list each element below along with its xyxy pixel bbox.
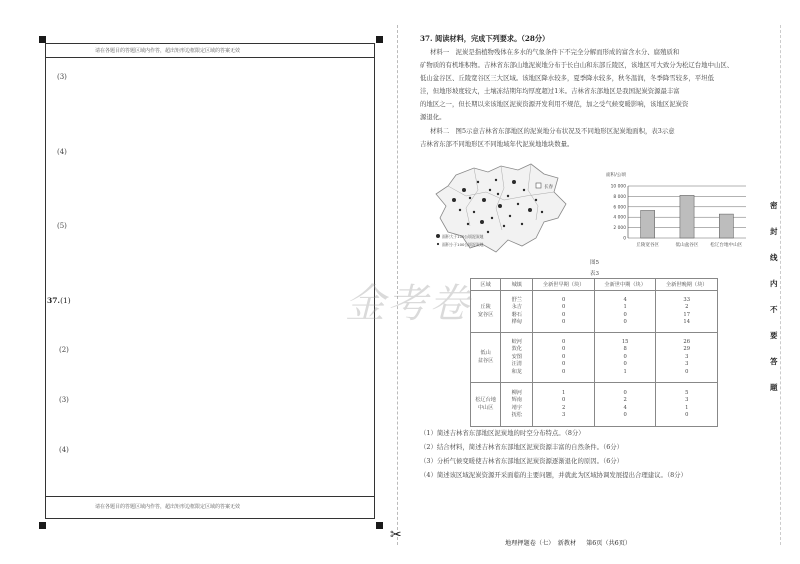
town: 靖宇 [511,404,522,411]
table-caption: 表3 [590,271,599,277]
mid-platform [594,383,656,427]
peatland-dot [491,217,493,219]
chart-ytick-label: 0 [623,236,626,242]
page-footer [505,538,631,547]
cell: 17 [683,311,691,318]
th-late: 全新世晚期（块） [656,279,718,291]
early-basin [533,333,595,383]
footer-left: 地理押题卷（七） 新教材 [505,540,577,547]
cell: 0 [561,304,566,311]
cell: 0 [685,368,689,375]
peatland-area-chart [600,168,750,254]
peatland-dot [541,211,543,213]
peatland-dot [521,223,523,225]
cell: 2 [685,304,689,311]
seal-char-5: 不 [770,305,778,314]
subquestion-1: （1）简述吉林省东部地区泥炭地的时空分布特点。（8分） [420,429,585,437]
chart-ytick-label: 4 000 [613,215,626,221]
cell: 2 [623,397,627,404]
subquestion-3: （3）分析气候变暖使吉林省东部地区泥炭资源逐渐退化的原因。（6分） [420,457,624,465]
top-rule [46,57,374,58]
peatland-dot [462,188,466,192]
town: 安图 [511,353,522,360]
corner-mark-br [376,522,383,529]
material1-line4: 洼，但地形坡度较大，土壤冻结期年均厚度超过1米。吉林省东部地区是我国泥炭资源最丰富 [420,87,680,95]
material2-line2: 吉林省东部不同地形区不同地域年代泥炭地地块数量。 [420,140,574,148]
chart-xtick-label: 松辽台地中山区 [710,243,743,248]
cell: 3 [561,411,566,418]
early-platform [533,383,595,427]
seal-char-6: 要 [770,331,778,340]
late-basin [656,333,718,383]
corner-mark-tl [39,36,46,43]
region-hills-l2: 宽谷区 [477,311,494,318]
cell: 0 [623,389,627,396]
answer-marker-5: (5) [57,222,67,230]
figure-caption: 图5 [590,260,599,266]
q37-label [47,296,71,305]
scissors-icon: ✂ [390,527,402,543]
legend-big-label: 面积大于100公顷泥炭地 [442,234,484,239]
table-header-row [471,279,718,291]
footer-right: 第6页（共6页） [586,540,632,547]
peatland-dot [495,179,497,181]
region-platform-l1: 松辽台地 [475,397,496,404]
region-basin-l1: 低山 [480,350,491,357]
town: 舒兰 [511,296,522,303]
answer-box [45,43,375,519]
legend-small-symbol [437,243,439,245]
bottom-rule [46,496,374,497]
cell: 29 [683,346,691,353]
legend-capital-label: 长春 [544,185,553,190]
cell: 0 [561,361,566,368]
town: 汪清 [511,361,522,368]
cell: 15 [621,338,629,345]
region-platform [471,383,501,427]
cell: 0 [623,318,627,325]
peatland-dot [487,231,489,233]
peatland-dot [535,199,537,201]
cell: 1 [685,404,689,411]
table-row-platform [471,383,718,427]
th-region: 区域 [471,279,501,291]
town: 抚松 [511,411,522,418]
cell: 4 [623,296,627,303]
q37-number: 37. [47,296,61,305]
cell: 2 [561,404,566,411]
chart-ytick-label: 6 000 [613,205,626,211]
q37-marker-3: (3) [59,396,69,404]
town: 永吉 [511,304,522,311]
material1-line6: 源退化。 [420,113,446,121]
peatland-dot [497,193,499,195]
watermark: 金考卷 [345,281,471,327]
peatland-dot [512,180,516,184]
corner-mark-bl [39,522,46,529]
region-platform-l2: 中山区 [477,404,494,411]
th-mid: 全新世中期（块） [594,279,656,291]
peatland-dot [507,195,509,197]
towns-platform [501,383,533,427]
towns-hills [501,291,533,333]
corner-mark-tr [376,36,383,43]
cell: 0 [623,361,627,368]
cell: 0 [561,311,566,318]
peatland-dot [528,208,532,212]
cell: 1 [561,389,566,396]
seal-char-1: 密 [770,201,778,210]
subquestion-2: （2）结合材料，简述吉林省东部地区泥炭资源丰富的自然条件。（6分） [420,443,624,451]
material1-line2: 矿物质的有机堆积物。吉林省东部山地泥炭地分布于长白山和东部丘陵区，该地区可大致分为松辽台地中山区、 [420,61,734,69]
material1-line3: 低山盆谷区、丘陵宽谷区三大区域。该地区降水较多，夏季降水较多，秋冬温润，冬季降雪较多，平坦低 [420,74,714,82]
material1-line5: 的地区之一，但长期以来该地区泥炭资源开发利用不规范，加之受气候变暖影响，该地区泥炭资 [420,100,689,108]
town: 辉南 [511,397,522,404]
cell: 5 [685,389,689,396]
cell: 0 [561,397,566,404]
legend-small-label: 面积小于100公顷泥炭地 [442,242,484,247]
top-notice: 请在各题目的答题区域内作答，超出矩形边框限定区域的答案无效 [95,48,241,54]
peatland-dot [523,189,525,191]
peatland-dot [482,198,486,202]
peatland-dot [489,189,491,191]
th-town: 城镇 [501,279,533,291]
table-3 [470,278,718,427]
legend-big-symbol [436,234,440,238]
cell: 14 [683,318,691,325]
seal-char-4: 内 [770,279,778,288]
chart-ylabel: 面积/公顷 [606,173,626,178]
towns-basin [501,333,533,383]
cell: 8 [623,346,627,353]
q37-marker-1: (1) [60,296,71,305]
peatland-dot [517,203,519,205]
chart-xtick-label: 低山盆谷区 [675,243,699,248]
cell: 0 [623,411,627,418]
cell: 3 [685,361,689,368]
bottom-notice: 请在各题目的答题区域内作答，超出矩形边框限定区域的答案无效 [95,504,241,510]
peatland-dot [459,209,461,211]
early-hills [533,291,595,333]
peatland-dot [467,223,469,225]
subquestion-4: （4）简述该区域泥炭资源开采面临的主要问题，并就此为区域协调发展提出合理建议。（8分） [420,471,687,479]
answer-marker-4: (4) [57,148,67,156]
cell: 0 [561,346,566,353]
cell: 0 [561,318,566,325]
region-basin [471,333,501,383]
chart-bar-1 [641,210,655,238]
mid-hills [594,291,656,333]
cell: 0 [623,353,627,360]
seal-char-8: 题 [770,383,778,392]
question-head: 37. 阅读材料，完成下列要求。（28分） [420,34,550,43]
chart-xtick-label: 丘陵宽谷区 [636,243,660,248]
cell: 0 [561,353,566,360]
cell: 0 [561,338,566,345]
material2-line1: 材料二 图5示意吉林省东部地区的泥炭地分布状况及不同地形区泥炭地面积，表3示意 [430,127,675,135]
material1-line1: 材料一 泥炭是指植物残体在多水的气象条件下不完全分解而形成的富含水分、腐殖质和 [430,48,680,56]
peatland-dot [498,204,502,208]
cell: 0 [561,296,566,303]
cell: 3 [685,397,689,404]
cell: 0 [561,368,566,375]
chart-ytick-label: 8 000 [613,194,626,200]
town: 柳河 [511,389,522,396]
region-hills-l1: 丘陵 [480,304,491,311]
th-early: 全新世早期（块） [533,279,595,291]
answer-marker-3: (3) [57,73,67,81]
town: 磐石 [511,311,522,318]
peatland-dot [477,181,479,183]
seal-char-7: 答 [770,357,778,366]
late-platform [656,383,718,427]
cell: 0 [685,411,689,418]
peatland-dot [469,197,471,199]
legend-capital-marker [536,183,541,188]
region-basin-l2: 盆谷区 [477,357,494,364]
chart-bar-2 [680,195,694,238]
peatland-dot [473,211,475,213]
table-row-hills [471,291,718,333]
cell: 1 [623,304,627,311]
town: 桦甸 [511,318,522,325]
seal-dashed-line [780,25,781,545]
town: 蛟河 [511,338,522,345]
chart-ytick-label: 2 000 [613,226,626,232]
cell: 3 [685,353,689,360]
peatland-dot [480,220,484,224]
region-hills [471,291,501,333]
cell: 26 [683,338,691,345]
cell: 33 [683,296,691,303]
chart-ytick-label: 10 000 [610,184,626,190]
q37-marker-2: (2) [59,346,69,354]
cell: 4 [623,404,627,411]
table-row-basin [471,333,718,383]
peatland-map [426,160,576,260]
cell: 1 [623,368,627,375]
peatland-dot [452,198,456,202]
town: 敦化 [511,346,522,353]
seal-char-3: 线 [770,253,778,262]
town: 和龙 [511,368,522,375]
late-hills [656,291,718,333]
seal-char-2: 封 [770,227,778,236]
mid-basin [594,333,656,383]
peatland-dot [509,215,511,217]
q37-marker-4: (4) [59,446,69,454]
peatland-dot [503,225,505,227]
chart-bar-3 [719,214,733,238]
cell: 0 [623,311,627,318]
